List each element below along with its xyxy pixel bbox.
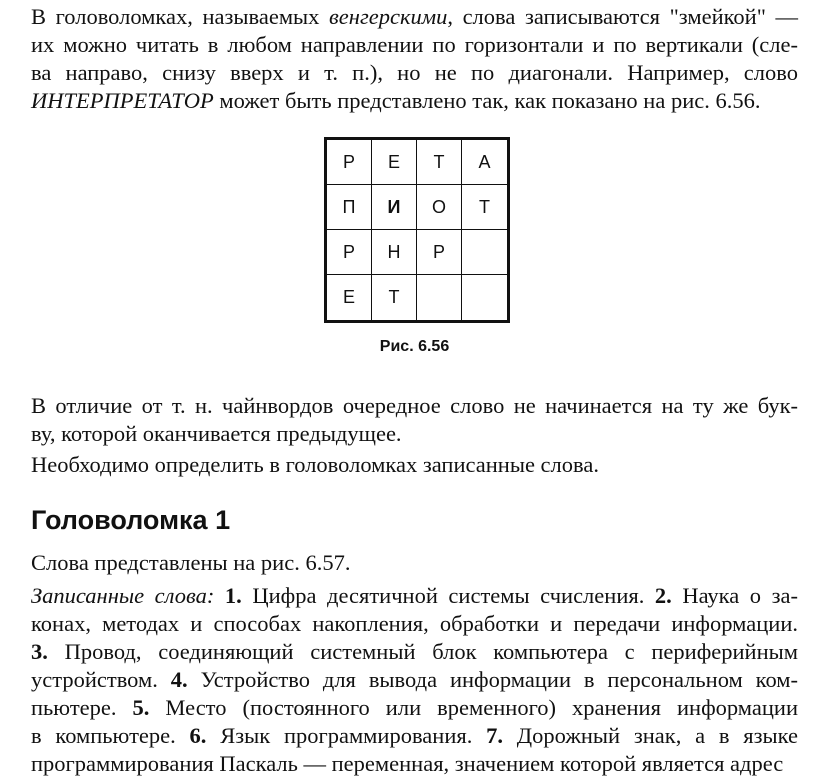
text-run: Место (постоянного или временного) хранения информации (149, 695, 798, 720)
text-run: пьютере. (31, 695, 133, 720)
text-line (31, 582, 798, 610)
text-line (31, 31, 798, 59)
grid-cell: И (372, 185, 417, 230)
text-line (31, 392, 798, 420)
text-line (31, 420, 798, 448)
text-line (31, 666, 798, 694)
grid-cell: П (327, 185, 372, 230)
text-run: в компьютере. (31, 723, 190, 748)
text-run: устройством. (31, 667, 171, 692)
figure-reference-paragraph (31, 549, 798, 577)
text-line (31, 3, 798, 31)
text-run: Слова представлены на рис. 6.57. (31, 550, 351, 575)
text-line (31, 59, 798, 87)
italic-text: ИНТЕРПРЕТАТОР (31, 88, 214, 113)
clues-paragraph (31, 582, 798, 778)
clue-number: 2. (654, 583, 672, 608)
grid-cell: Е (327, 275, 372, 320)
text-run: программирования Паскаль — переменная, значением которой является адрес (31, 751, 784, 776)
grid-cell: Р (417, 230, 462, 275)
text-run: Провод, соединяющий системный блок компьютера с периферийным (47, 639, 798, 664)
text-run: Необходимо определить в головоломках записанные слова. (31, 452, 599, 477)
text-run: Наука о за- (671, 583, 798, 608)
text-run: конах, методах и способах накопления, обработки и передачи информации. (31, 611, 798, 636)
grid-cell: Р (327, 140, 372, 185)
clue-number: 6. (189, 723, 207, 748)
chainword-difference-paragraph (31, 392, 798, 448)
text-run: Устройство для вывода информации в персональном ком- (187, 667, 799, 692)
word-grid-figure (324, 137, 510, 323)
text-line (31, 694, 798, 722)
text-line (31, 610, 798, 638)
section-heading: Головоломка 1 (31, 505, 231, 535)
clue-number: 3. (31, 639, 48, 664)
grid-cell (462, 275, 507, 320)
grid-cell (417, 275, 462, 320)
text-run: ва направо, снизу вверх и т. п.), но не по диагонали. Например, слово (31, 60, 798, 85)
text-run: Язык программирования. (206, 723, 487, 748)
task-paragraph (31, 451, 798, 479)
grid-cell: А (462, 140, 507, 185)
clue-number: 4. (170, 667, 188, 692)
text-run: их можно читать в любом направлении по горизонтали и по вертикали (сле- (31, 32, 798, 57)
grid-cell: Т (462, 185, 507, 230)
text-line (31, 87, 798, 115)
text-run: , слова записываются "змейкой" — (447, 4, 798, 29)
text-run: В головоломках, называемых (31, 4, 330, 29)
intro-paragraph (31, 3, 798, 115)
text-line (31, 549, 798, 577)
text-run: Дорожный знак, а в языке (503, 723, 799, 748)
grid-cell: Т (372, 275, 417, 320)
italic-text: венгерскими (329, 4, 448, 29)
text-run: ву, которой оканчивается предыдущее. (31, 421, 402, 446)
text-line (31, 638, 798, 666)
clue-number: 7. (486, 723, 503, 748)
grid-cell: О (417, 185, 462, 230)
text-run: В отличие от т. н. чайнвордов очередное слово не начинается на ту же бук- (31, 393, 798, 418)
text-line (31, 750, 798, 778)
text-run: может быть представлено так, как показано на рис. 6.56. (213, 88, 761, 113)
text-run: Цифра десятичной системы счисления. (241, 583, 655, 608)
grid-cell: Р (327, 230, 372, 275)
text-line (31, 451, 798, 479)
grid-cell: Е (372, 140, 417, 185)
italic-text: Записанные слова: (31, 583, 215, 608)
figure-caption: Рис. 6.56 (379, 338, 450, 355)
text-run (214, 583, 225, 608)
grid-cell: Т (417, 140, 462, 185)
clue-number: 5. (132, 695, 150, 720)
grid-cell (462, 230, 507, 275)
text-line (31, 722, 798, 750)
grid-cell: Н (372, 230, 417, 275)
clue-number: 1. (224, 583, 242, 608)
